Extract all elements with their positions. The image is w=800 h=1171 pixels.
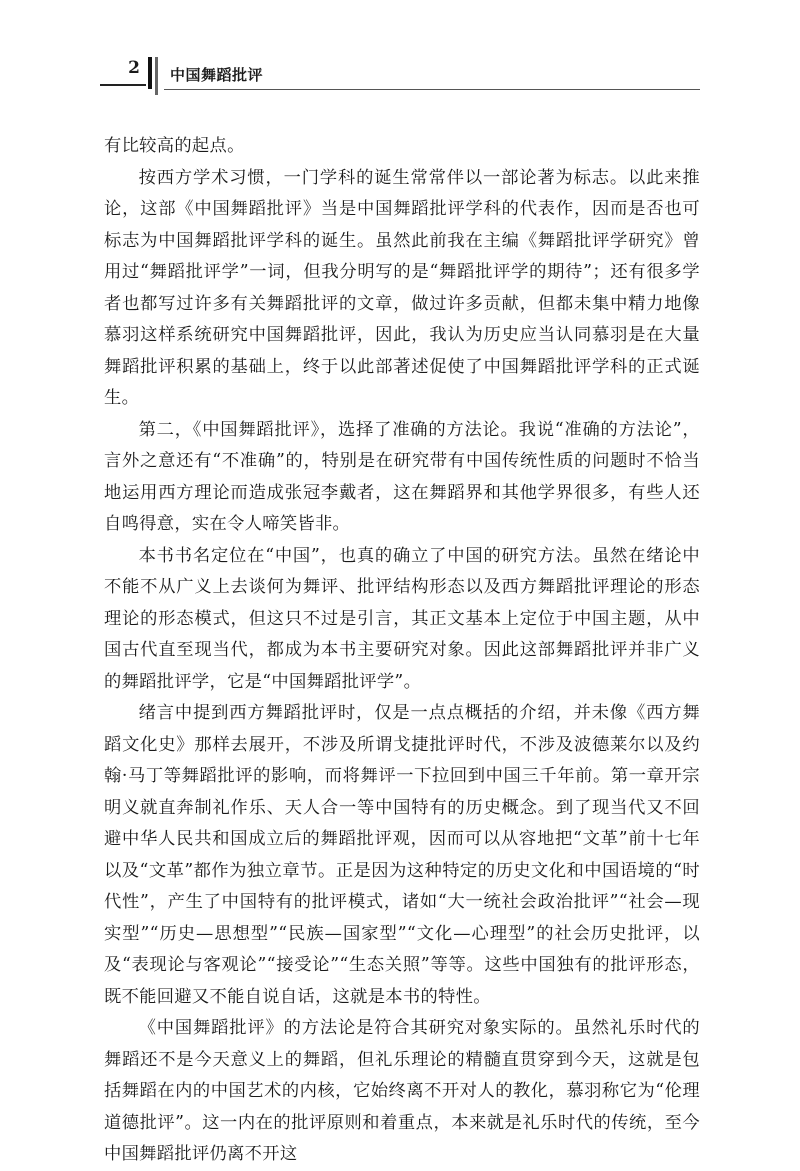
paragraph-continuation: 有比较高的起点。 bbox=[104, 136, 245, 156]
page-number-underline bbox=[100, 84, 146, 86]
running-header bbox=[100, 55, 700, 95]
page-number: 2 bbox=[128, 58, 140, 78]
header-divider-bar bbox=[148, 57, 152, 89]
paragraph: 绪言中提到西方舞蹈批评时，仅是一点点概括的介绍，并未像《西方舞蹈文化史》那样去展开，不涉及所谓戈捷批评时代，不涉及波德莱尔以及约翰·马丁等舞蹈批评的影响，而将舞评一下拉回到中国三千年前。第一章开宗明义就直奔制礼作乐、天人合一等中国特有的历史概念。到了现当代又不回避中华人民共和国成立后的舞蹈批评观，因而可以从容地把“文革”前十七年以及“文革”都作为独立章节。正是因为这种特定的历史文化和中国语境的“时代性”，产生了中国特有的批评模式，诸如“大一统社会政治批评”“社会—现实型”“历史—思想型”“民族—国家型”“文化—心理型”的社会历史批评，以及“表现论与客观论”“接受论”“生态关照”等等。这些中国独有的批评形态，既不能回避又不能自说自话，这就是本书的特性。 bbox=[104, 703, 700, 1007]
paragraph: 本书书名定位在“中国”，也真的确立了中国的研究方法。虽然在绪论中不能不从广义上去谈何为舞评、批评结构形态以及西方舞蹈批评理论的形态理论的形态模式，但这只不过是引言，其正文基本上定位于中国主题，从中国古代直至现当代，都成为本书主要研究对象。因此这部舞蹈批评并非广义的舞蹈批评学，它是“中国舞蹈批评学”。 bbox=[104, 545, 700, 692]
paragraph: 第二，《中国舞蹈批评》，选择了准确的方法论。我说“准确的方法论”，言外之意还有“不准确”的，特别是在研究带有中国传统性质的问题时不恰当地运用西方理论而造成张冠李戴者，这在舞蹈界和其他学界很多，有些人还自鸣得意，实在令人啼笑皆非。 bbox=[104, 419, 700, 534]
body-text bbox=[104, 131, 700, 1171]
header-rule bbox=[164, 89, 700, 90]
paragraph: 《中国舞蹈批评》的方法论是符合其研究对象实际的。虽然礼乐时代的舞蹈还不是今天意义上的舞蹈，但礼乐理论的精髓直贯穿到今天，这就是包括舞蹈在内的中国艺术的内核，它始终离不开对人的教化，慕羽称它为“伦理道德批评”。这一内在的批评原则和着重点，本来就是礼乐时代的传统，至今中国舞蹈批评仍离不开这 bbox=[104, 1018, 700, 1164]
header-divider-bar-secondary bbox=[155, 57, 158, 95]
paragraph: 按西方学术习惯，一门学科的诞生常常伴以一部论著为标志。以此来推论，这部《中国舞蹈批评》当是中国舞蹈批评学科的代表作，因而是否也可标志为中国舞蹈批评学科的诞生。虽然此前我在主编《舞蹈批评学研究》曾用过“舞蹈批评学”一词，但我分明写的是“舞蹈批评学的期待”；还有很多学者也都写过许多有关舞蹈批评的文章，做过许多贡献，但都未集中精力地像慕羽这样系统研究中国舞蹈批评，因此，我认为历史应当认同慕羽是在大量舞蹈批评积累的基础上，终于以此部著述促使了中国舞蹈批评学科的正式诞生。 bbox=[104, 167, 700, 408]
running-title: 中国舞蹈批评 bbox=[170, 66, 264, 84]
